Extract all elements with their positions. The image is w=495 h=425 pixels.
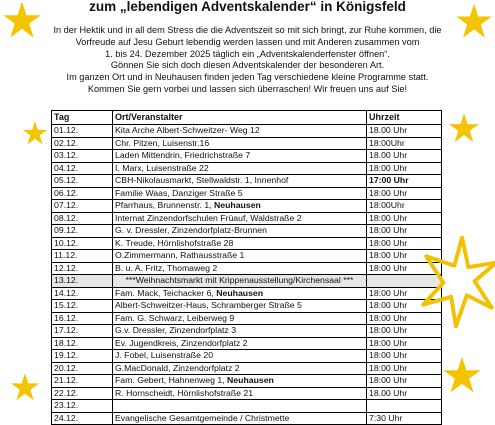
intro-line: Kommen Sie gern vorbei und lassen sich überraschen! Wir freuen uns auf Sie! (87, 83, 408, 94)
organizer-text: Evangelische Gesamtgemeinde / Christmette (115, 412, 290, 423)
organizer-cell (113, 375, 367, 388)
organizer-cell (113, 237, 367, 250)
table-row (52, 175, 442, 188)
table-row (52, 237, 442, 250)
organizer-text: Fam. G. Schwarz, Leiberweg 9 (115, 312, 235, 323)
organizer-text: Ev. Jugendkreis, Zinzendorfplatz 2 (115, 337, 248, 348)
day-cell: 15.12. (52, 300, 113, 313)
organizer-text: Chr. Pitzen, Luisenstr.16 (115, 137, 210, 148)
table-row (52, 162, 442, 175)
organizer-cell (113, 387, 367, 400)
day-cell: 20.12. (52, 362, 113, 375)
table-row (52, 200, 442, 213)
header-time: Uhrzeit (367, 111, 442, 125)
organizer-text: Albert-Schweitzer-Haus, Schramberger Straße 5 (115, 300, 302, 311)
time-cell: 18:00 Uhr (367, 187, 442, 200)
organizer-cell (113, 200, 367, 213)
organizer-cell (113, 275, 367, 288)
table-row (52, 375, 442, 388)
time-cell: 18:00 Uhr (367, 212, 442, 225)
table-row (52, 362, 442, 375)
intro-line: In der Hektik und in all dem Stress die die Adventszeit so mit sich bringt, zur Ruhe kommen, die (53, 25, 442, 35)
table-row (52, 187, 442, 200)
day-cell: 24.12. (52, 412, 113, 425)
day-cell: 21.12. (52, 375, 113, 388)
time-cell: 18:00 Uhr (367, 362, 442, 375)
day-cell: 14.12. (52, 287, 113, 300)
organizer-text: Laden Mittendrin, Friedrichstraße 7 (115, 150, 251, 161)
day-cell: 02.12. (52, 137, 113, 150)
star-icon (10, 372, 40, 402)
table-row (52, 400, 442, 413)
organizer-cell (113, 300, 367, 313)
day-cell: 19.12. (52, 350, 113, 363)
intro-line: Vorfreude auf Jesu Geburt lebendig werden lassen und mit Anderen zusammen vom (75, 36, 420, 47)
time-cell: 17:00 Uhr (367, 175, 442, 188)
organizer-text: Internat Zinzendorfschulen Früauf, Waldstraße 2 (115, 212, 302, 223)
table-row (52, 137, 442, 150)
organizer-cell (113, 362, 367, 375)
time-cell: 18:00 Uhr (367, 225, 442, 238)
organizer-text: J. Fobel, Luisenstraße 20 (115, 350, 214, 361)
organizer-cell (113, 287, 367, 300)
table-row (52, 325, 442, 338)
day-cell: 03.12. (52, 150, 113, 163)
day-cell: 12.12. (52, 262, 113, 275)
time-cell: 18.00 Uhr (367, 150, 442, 163)
organizer-cell (113, 400, 367, 413)
page-title: zum „lebendigen Adventskalender“ in Königsfeld (89, 0, 406, 14)
time-cell: 18:00 Uhr (367, 325, 442, 338)
location-highlight: Neuhausen (227, 375, 274, 386)
intro-line: Im ganzen Ort und in Neuhausen finden jeden Tag verschiedene kleine Programme statt. (66, 72, 429, 83)
organizer-text: Fam. Gebert, Hahnenweg 1, (115, 375, 228, 386)
time-cell: 18:00 Uhr (367, 312, 442, 325)
organizer-cell (113, 137, 367, 150)
organizer-text: B. u. A. Fritz, Thomaweg 2 (115, 262, 218, 273)
organizer-cell (113, 350, 367, 363)
organizer-cell (113, 225, 367, 238)
location-highlight: Neuhausen (216, 287, 264, 298)
table-row (52, 337, 442, 350)
organizer-text: K. Treude, Hörnlishofstraße 28 (115, 237, 234, 248)
time-cell: 18:00 Uhr (367, 337, 442, 350)
table-row (52, 225, 442, 238)
table-row (52, 150, 442, 163)
organizer-cell (113, 125, 367, 138)
organizer-cell (113, 150, 367, 163)
organizer-text: O.Zimmermann, Rathausstraße 1 (115, 250, 245, 261)
star-icon (455, 2, 493, 40)
time-cell (367, 400, 442, 413)
organizer-text: I. Marx, Luisenstraße 22 (115, 162, 209, 173)
organizer-cell (113, 187, 367, 200)
day-cell: 16.12. (52, 312, 113, 325)
table-row (52, 312, 442, 325)
star-icon (448, 112, 480, 144)
time-cell: 18.00 Uhr (367, 125, 442, 138)
star-outline-icon (420, 236, 495, 328)
intro-text (30, 25, 465, 96)
organizer-text: Fam. Mack, Teichacker 6, (115, 287, 217, 298)
day-cell: 07.12. (52, 200, 113, 213)
time-cell: 18:00Uhr (367, 200, 442, 213)
day-cell: 18.12. (52, 337, 113, 350)
day-cell: 17.12. (52, 325, 113, 338)
day-cell: 06.12. (52, 187, 113, 200)
intro-line: 1. bis 24. Dezember 2025 täglich ein „Adventskalenderfenster öffnen“. (105, 48, 390, 59)
day-cell: 10.12. (52, 237, 113, 250)
time-cell: 18:00 Uhr (367, 262, 442, 275)
advent-calendar-table (51, 110, 442, 425)
table-row (52, 350, 442, 363)
organizer-cell (113, 412, 367, 425)
day-cell: 09.12. (52, 225, 113, 238)
time-cell: 18:00Uhr (367, 137, 442, 150)
day-cell: 08.12. (52, 212, 113, 225)
day-cell: 13.12. (52, 275, 113, 288)
table-row (52, 212, 442, 225)
day-cell: 01.12. (52, 125, 113, 138)
organizer-cell (113, 175, 367, 188)
time-cell: 7:30 Uhr (367, 412, 442, 425)
time-cell: 18:00 Uhr (367, 375, 442, 388)
table-row (52, 412, 442, 425)
intro-line: Gönnen Sie sich doch diesen Adventskalender der besonderen Art. (110, 60, 385, 71)
table-row (52, 300, 442, 313)
organizer-cell (113, 312, 367, 325)
time-cell: 18:00 Uhr (367, 350, 442, 363)
table-row (52, 287, 442, 300)
day-cell: 22.12. (52, 387, 113, 400)
day-cell: 11.12. (52, 250, 113, 263)
organizer-cell (113, 250, 367, 263)
table-row (52, 387, 442, 400)
organizer-cell (113, 337, 367, 350)
day-cell: 23.12. (52, 400, 113, 413)
table-row (52, 250, 442, 263)
organizer-text: G.v. Dressler, Zinzendorfplatz 3 (115, 325, 237, 336)
organizer-text: G. v. Dressler, Zinzendorfplatz-Brunnen (115, 225, 267, 236)
time-cell: 18:00 Uhr (367, 162, 442, 175)
header-organizer: Ort/Veranstalter (113, 111, 367, 125)
day-cell: 04.12. (52, 162, 113, 175)
organizer-text: Pfarrhaus, Brunnenstr. 1, (115, 200, 214, 211)
table-row (52, 125, 442, 138)
organizer-cell (113, 262, 367, 275)
organizer-text: CBH-Nikolausmarkt, Stellwaldstr. 1, Innenhof (115, 175, 289, 186)
table-row (52, 275, 442, 288)
header-day: Tag (52, 111, 113, 125)
day-cell: 05.12. (52, 175, 113, 188)
table-row (52, 262, 442, 275)
location-highlight: Neuhausen (214, 200, 261, 211)
time-cell: 18:00 Uhr (367, 300, 442, 313)
star-icon (22, 120, 48, 146)
organizer-text: G.MacDonald, Zinzendorfplatz 2 (115, 362, 240, 373)
organizer-text: Familie Waas, Danziger Straße 5 (115, 187, 243, 198)
time-cell: 18:00 Uhr (367, 237, 442, 250)
time-cell: 18:00 Uhr (367, 250, 442, 263)
table-header-row (52, 111, 442, 125)
organizer-text: R. Hornscheidt, Hörnlishofstraße 21 (115, 387, 254, 398)
organizer-cell (113, 212, 367, 225)
star-icon (2, 0, 42, 40)
time-cell: 18.00 Uhr (367, 387, 442, 400)
organizer-text: ***Weihnachtsmarkt mit Krippenausstellung/Kirchensaal *** (125, 275, 354, 286)
organizer-cell (113, 162, 367, 175)
time-cell: 18:00 Uhr (367, 287, 442, 300)
organizer-text: Kita Arche Albert-Schweitzer- Weg 12 (115, 125, 260, 136)
star-icon (442, 355, 482, 395)
organizer-cell (113, 325, 367, 338)
